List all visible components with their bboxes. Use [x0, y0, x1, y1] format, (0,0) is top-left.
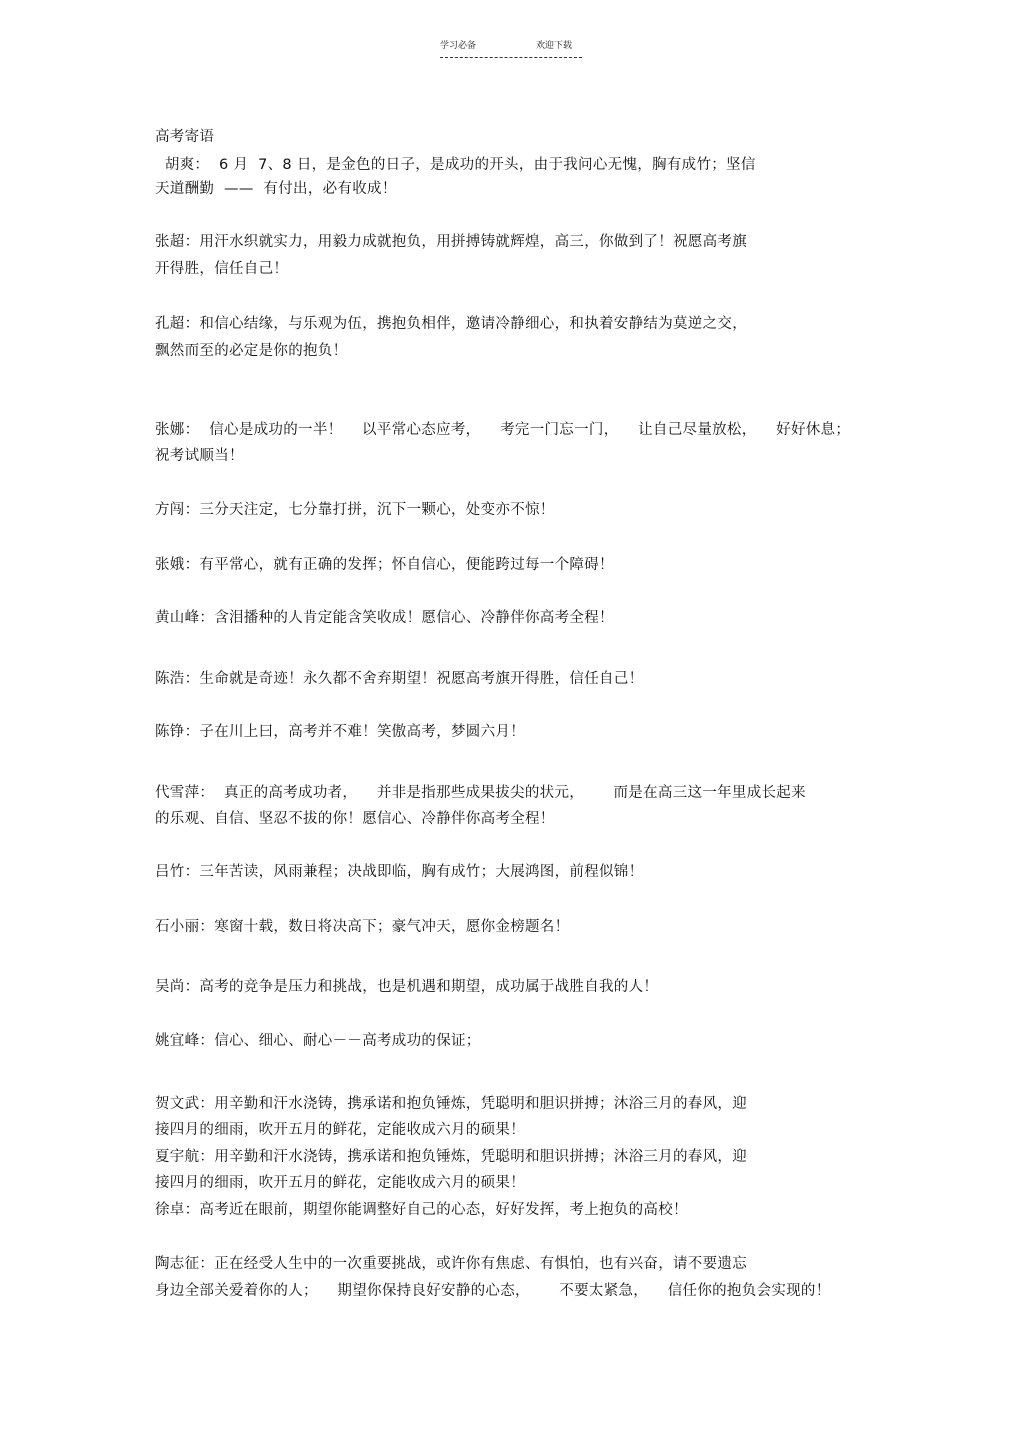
paragraph-line: 天道酬勤 —— 有付出，必有收成！: [155, 181, 397, 197]
paragraph-line: 孔超：和信心结缘，与乐观为伍，携抱负相伴，邀请冷静细心，和执着安静结为莫逆之交，: [155, 316, 747, 332]
paragraph-line: 祝考试顺当！: [155, 448, 244, 464]
paragraph-line: 张娥：有平常心，就有正确的发挥；怀自信心，便能跨过每一个障碍！: [155, 557, 614, 573]
paragraph-line: 贺文武：用辛勤和汗水浇铸，携承诺和抱负锤炼，凭聪明和胆识拼搏；沐浴三月的春风，迎: [155, 1096, 747, 1112]
paragraph-line: 姚宜峰：信心、细心、耐心－－高考成功的保证；: [155, 1033, 481, 1049]
paragraph-line: 吴尚：高考的竞争是压力和挑战，也是机遇和期望，成功属于战胜自我的人！: [155, 979, 659, 995]
paragraph-line: 身边全部关爱着你的人； 期望你保持良好安静的心态， 不要太紧急， 信任你的抱负会实现的！: [155, 1283, 831, 1299]
paragraph-line: 吕竹：三年苦读，风雨兼程；决战即临，胸有成竹；大展鸿图，前程似锦！: [155, 864, 644, 880]
document-title: 高考寄语: [155, 129, 215, 145]
paragraph-line: 的乐观、自信、坚忍不拔的你！愿信心、冷静伴你高考全程！: [155, 811, 555, 827]
header-divider: [440, 57, 582, 58]
paragraph-line: 胡爽： 6 月 7、8 日，是金色的日子，是成功的开头，由于我问心无愧，胸有成竹；坚信: [155, 157, 756, 173]
paragraph-line: 夏宇航：用辛勤和汗水浇铸，携承诺和抱负锤炼，凭聪明和胆识拼搏；沐浴三月的春风，迎: [155, 1149, 747, 1165]
paragraph-line: 开得胜，信任自己！: [155, 261, 289, 277]
paragraph-line: 陈浩：生命就是奇迹！永久都不舍弃期望！祝愿高考旗开得胜，信任自己！: [155, 671, 644, 687]
paragraph-line: 陈铮：子在川上曰，高考并不难！笑傲高考，梦圆六月！: [155, 724, 525, 740]
paragraph-line: 黄山峰：含泪播种的人肯定能含笑收成！愿信心、冷静伴你高考全程！: [155, 610, 614, 626]
paragraph-line: 代雪萍： 真正的高考成功者， 并非是指那些成果拔尖的状元， 而是在高三这一年里成长起来: [155, 785, 806, 801]
paragraph-line: 飘然而至的必定是你的抱负！: [155, 343, 348, 359]
header-left-text: 学习必备: [440, 41, 477, 51]
paragraph-line: 接四月的细雨，吹开五月的鲜花，定能收成六月的硕果！: [155, 1122, 525, 1138]
header-right-text: 欢迎下载: [536, 41, 573, 51]
paragraph-line: 徐卓：高考近在眼前，期望你能调整好自己的心态，好好发挥，考上抱负的高校！: [155, 1202, 688, 1218]
paragraph-line: 张娜： 信心是成功的一半！ 以平常心态应考， 考完一门忘一门， 让自己尽量放松， 好好休息；: [155, 422, 851, 438]
paragraph-line: 接四月的细雨，吹开五月的鲜花，定能收成六月的硕果！: [155, 1175, 525, 1191]
paragraph-line: 张超：用汗水织就实力，用毅力成就抱负，用拼搏铸就辉煌，高三，你做到了！祝愿高考旗: [155, 234, 747, 250]
paragraph-line: 方闯：三分天注定，七分靠打拼，沉下一颗心，处变亦不惊！: [155, 502, 555, 518]
paragraph-line: 石小丽：寒窗十载，数日将决高下；豪气冲天，愿你金榜题名！: [155, 919, 570, 935]
paragraph-line: 陶志征：正在经受人生中的一次重要挑战，或许你有焦虑、有惧怕，也有兴奋，请不要遗忘: [155, 1256, 747, 1272]
